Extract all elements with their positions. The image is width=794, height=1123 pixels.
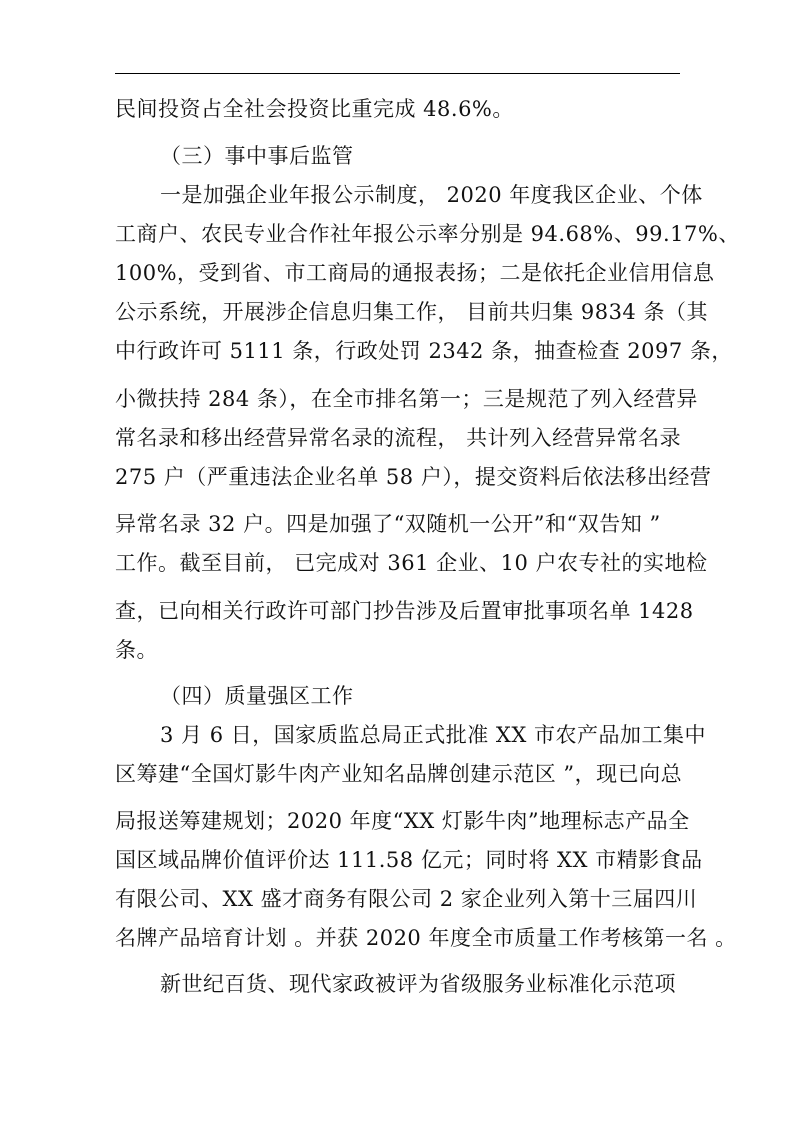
paragraph-line: 民间投资占全社会投资比重完成 48.6%。 [115, 97, 514, 121]
paragraph-line: 查，已向相关行政许可部门抄告涉及后置审批事项名单 1428 [115, 599, 694, 623]
paragraph-line: 新世纪百货、现代家政被评为省级服务业标准化示范项 [160, 972, 676, 996]
paragraph-line: 条。 [115, 638, 158, 662]
section-heading-4: （四）质量强区工作 [160, 684, 354, 708]
paragraph-line: 局报送筹建规划；2020 年度“XX 灯影牛肉”地理标志产品全 [115, 809, 690, 833]
header-rule [115, 73, 680, 74]
section-heading-3: （三）事中事后监管 [160, 144, 354, 168]
paragraph-line: 国区域品牌价值评价达 111.58 亿元；同时将 XX 市精影食品 [115, 848, 703, 872]
paragraph-line: 名牌产品培育计划 。并获 2020 年度全市质量工作考核第一名 。 [115, 926, 737, 950]
paragraph-line: 中行政许可 5111 条，行政处罚 2342 条，抽查检查 2097 条， [115, 339, 733, 363]
paragraph-line: 工作。截至目前， 已完成对 361 企业、10 户农专社的实地检 [115, 551, 708, 575]
paragraph-line: 公示系统，开展涉企信息归集工作， 目前共归集 9834 条（其 [115, 300, 708, 324]
paragraph-line: 3 月 6 日，国家质监总局正式批准 XX 市农产品加工集中 [160, 723, 706, 747]
paragraph-line: 区筹建“全国灯影牛肉产业知名品牌创建示范区 ”，现已向总 [115, 762, 683, 786]
paragraph-line: 一是加强企业年报公示制度， 2020 年度我区企业、个体 [160, 183, 703, 207]
paragraph-line: 100%，受到省、市工商局的通报表扬；二是依托企业信用信息 [115, 261, 715, 285]
paragraph-line: 275 户（严重违法企业名单 58 户），提交资料后依法移出经营 [115, 465, 712, 489]
paragraph-line: 工商户、农民专业合作社年报公示率分别是 94.68%、99.17%、 [115, 222, 740, 246]
paragraph-line: 常名录和移出经营异常名录的流程， 共计列入经营异常名录 [115, 426, 682, 450]
paragraph-line: 异常名录 32 户。四是加强了“双随机一公开”和“双告知 ” [115, 512, 661, 536]
paragraph-line: 小微扶持 284 条），在全市排名第一；三是规范了列入经营异 [115, 387, 698, 411]
paragraph-line: 有限公司、XX 盛才商务有限公司 2 家企业列入第十三届四川 [115, 887, 698, 911]
